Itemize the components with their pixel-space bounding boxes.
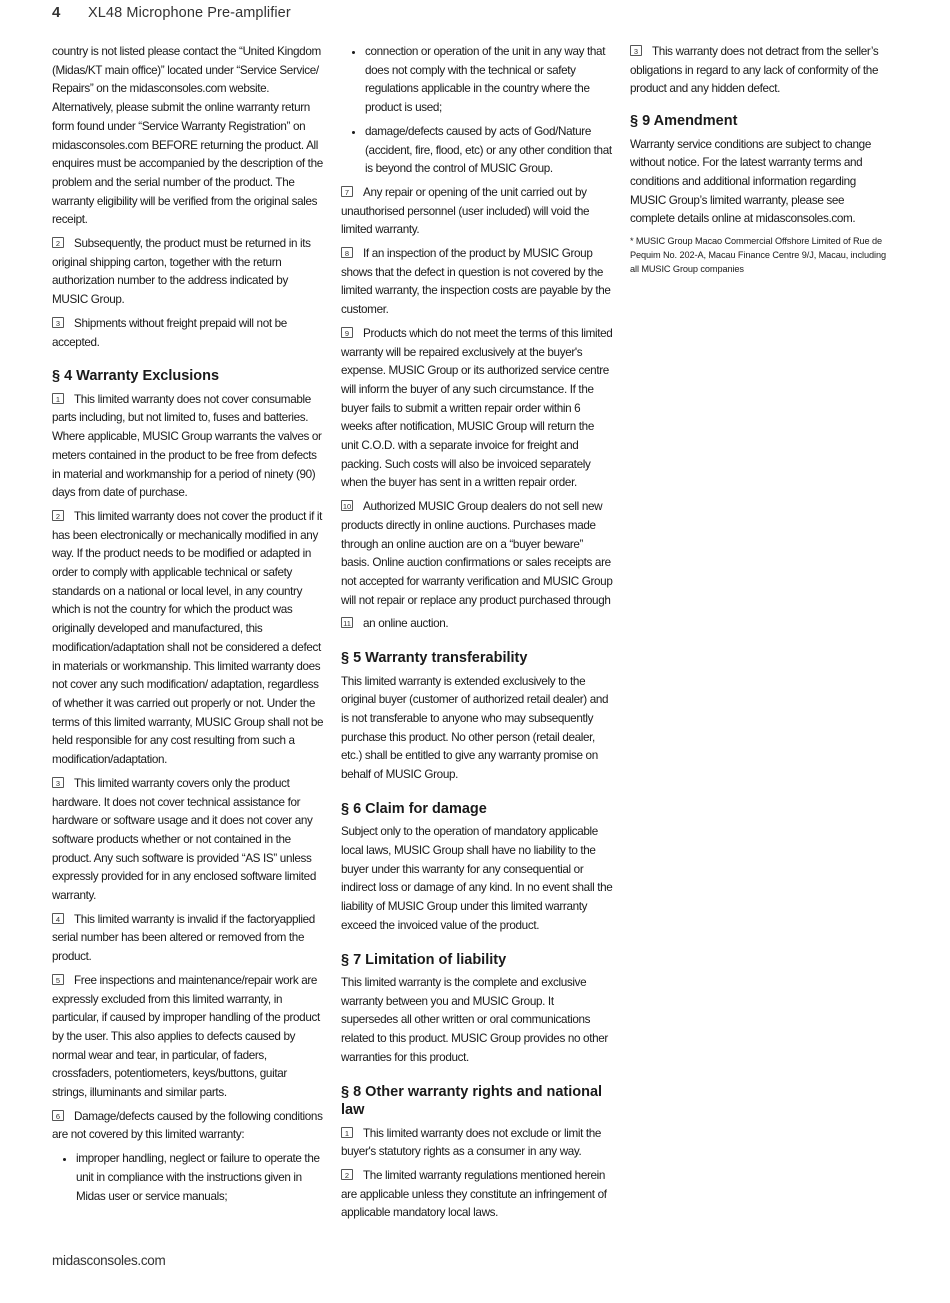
item-number-badge: 1 — [341, 1127, 353, 1138]
item-number-badge: 6 — [52, 1110, 64, 1121]
item-number-badge: 9 — [341, 327, 353, 338]
item-text: Any repair or opening of the unit carried out by unauthorised personnel (user included) will void the limited warranty. — [341, 185, 590, 237]
item-number-badge: 7 — [341, 186, 353, 197]
item-text: Free inspections and maintenance/repair work are expressly excluded from this limited warranty, in particular, if caused by improper handling of the product by the user. This also applies to defects caused by normal wear and tear, in particular, of faders, crossfaders, potentiometers, keys/buttons, guitar strings, illuminants and similar parts. — [52, 973, 320, 1100]
section-heading-amendment: § 9 Amendment — [630, 113, 738, 130]
list-item — [341, 1125, 613, 1162]
list-item — [341, 498, 613, 610]
item-number-badge: 10 — [342, 502, 352, 512]
list-item — [630, 43, 888, 99]
list-item — [341, 615, 613, 634]
footnote: * MUSIC Group Macao Commercial Offshore Limited of Rue de Pequim No. 202-A, Macau Finance Centre 9/J, Macau, including all MUSIC Group companies — [630, 236, 886, 275]
item-text: Authorized MUSIC Group dealers do not sell new products directly in online auctions. Purchases made through an online auction are on a “buyer beware” basis. Online auction confirmations or sales receipts are not accepted for warranty verification and MUSIC Group will not repair or replace any product purchased through — [341, 500, 613, 607]
section-heading-warranty-transferability: § 5 Warranty transferability — [341, 650, 528, 667]
item-number-badge: 1 — [52, 393, 64, 404]
bullet-list — [52, 1150, 324, 1206]
paragraph-intro: country is not listed please contact the “United Kingdom (Midas/KT main office)” located under “Service Service/ Repairs” on the midasconsoles.com website. Alternatively, please submit the online warranty return form found under “Service Warranty Registration” on midasconsoles.com BEFORE returning the product. All enquires must be accompanied by the description of the problem and the serial number of the product. The warranty eligibility will be verified from the original sales receipt. — [52, 45, 323, 227]
item-text: Shipments without freight prepaid will not be accepted. — [52, 316, 287, 349]
item-text: Subsequently, the product must be returned in its original shipping carton, together with the return authorization number to the address indicated by MUSIC Group. — [52, 237, 311, 307]
item-text: This limited warranty does not exclude or limit the buyer's statutory rights as a consumer in any way. — [341, 1126, 602, 1159]
page-number: 4 — [52, 4, 61, 21]
bullet-item: • damage/defects caused by acts of God/Nature (accident, fire, flood, etc) or any other condition that is beyond the control of MUSIC Group. — [365, 123, 613, 179]
item-text: Damage/defects caused by the following conditions are not covered by this limited warranty: — [52, 1109, 323, 1142]
item-number-badge: 11 — [341, 617, 353, 628]
column-3 — [630, 43, 888, 281]
section-heading-limitation-of-liability: § 7 Limitation of liability — [341, 951, 507, 968]
item-number-badge: 2 — [52, 237, 64, 248]
list-item — [52, 315, 324, 352]
list-item — [52, 391, 324, 503]
footer-url: midasconsoles.com — [52, 1253, 166, 1268]
item-text: an online auction. — [363, 617, 449, 631]
paragraph: Subject only to the operation of mandatory applicable local laws, MUSIC Group shall have no liability to the buyer under this warranty for any consequential or indirect loss or damage of any kind. In no event shall the liability of MUSIC Group under this limited warranty exceed the invoiced value of the product. — [341, 825, 613, 932]
list-item — [52, 972, 324, 1103]
page-header — [52, 4, 291, 21]
item-text: Products which do not meet the terms of this limited warranty will be repaired exclusively at the buyer's expense. MUSIC Group or its authorized service centre will inform the buyer of any such circumstance. If the buyer fails to submit a written repair order within 6 weeks after notification, MUSIC Group will return the unit C.O.D. with a separate invoice for freight and packing. Such costs will also be invoiced separately when the buyer has sent in a written repair order. — [341, 326, 613, 490]
list-item — [52, 508, 324, 770]
section-heading-claim-for-damage: § 6 Claim for damage — [341, 800, 487, 817]
list-item — [341, 325, 613, 493]
item-number-badge: 2 — [341, 1169, 353, 1180]
column-2 — [341, 43, 613, 1228]
list-item — [341, 1167, 613, 1223]
list-item — [52, 775, 324, 906]
bullet-list — [341, 43, 613, 179]
list-item — [52, 235, 324, 310]
item-number-badge: 5 — [52, 974, 64, 985]
item-number-badge: 2 — [52, 510, 64, 521]
item-number-badge: 4 — [52, 913, 64, 924]
item-text: The limited warranty regulations mentioned herein are applicable unless they constitute an infringement of applicable mandatory local laws. — [341, 1168, 607, 1220]
item-text: This limited warranty is invalid if the factoryapplied serial number has been altered or removed from the product. — [52, 912, 315, 964]
list-item — [52, 911, 324, 967]
item-number-badge: 8 — [341, 247, 353, 258]
paragraph: Warranty service conditions are subject to change without notice. For the latest warranty terms and conditions and additional information regarding MUSIC Group’s limited warranty, please see complete details online at midasconsoles.com. — [630, 137, 871, 226]
item-text: If an inspection of the product by MUSIC Group shows that the defect in question is not covered by the limited warranty, the inspection costs are payable by the customer. — [341, 247, 611, 317]
bullet-item: • improper handling, neglect or failure to operate the unit in compliance with the instructions given in Midas user or service manuals; — [76, 1150, 324, 1206]
item-number-badge: 3 — [52, 777, 64, 788]
section-heading-other-warranty-rights: § 8 Other warranty rights and national law — [341, 1083, 603, 1119]
item-number-badge: 3 — [630, 45, 642, 56]
paragraph: This limited warranty is the complete and exclusive warranty between you and MUSIC Group. It supersedes all other written or oral communications related to this product. MUSIC Group provides no other warranties for this product. — [341, 976, 608, 1064]
bullet-item: • connection or operation of the unit in any way that does not comply with the technical or safety regulations applicable in the country where the product is used; — [365, 43, 613, 118]
list-item — [52, 1108, 324, 1145]
list-item — [341, 184, 613, 240]
list-item — [341, 245, 613, 320]
document-title: XL48 Microphone Pre-amplifier — [88, 5, 291, 21]
item-text: This limited warranty does not cover consumable parts including, but not limited to, fuses and batteries. Where applicable, MUSIC Group warrants the valves or meters contained in the product to be free from defects in material and workmanship for a period of ninety (90) days from date of purchase. — [52, 392, 322, 500]
section-heading-warranty-exclusions: § 4 Warranty Exclusions — [52, 368, 220, 385]
item-text: This limited warranty does not cover the product if it has been electronically or mechanically modified in any way. If the product needs to be modified or adapted in order to comply with applicable technical or safety standards on a national or local level, in any country which is not the country for which the product was originally developed and manufactured, this modification/adaptation shall not be considered a defect in materials or workmanship. This limited warranty does not cover any such modification/ adaptation, regardless of whether it was carried out properly or not. Under the terms of this limited warranty, MUSIC Group shall not be held responsible for any cost resulting from such a modification/adaptation. — [52, 509, 324, 767]
item-number-badge: 3 — [52, 317, 64, 328]
paragraph: This limited warranty is extended exclusively to the original buyer (customer of authorized retail dealer) and is not transferable to anyone who may subsequently purchase this product. No other person (retail dealer, etc.) shall be entitled to give any warranty promise on behalf of MUSIC Group. — [341, 674, 609, 782]
item-text: This warranty does not detract from the seller’s obligations in regard to any lack of conformity of the product and any hidden defect. — [630, 45, 879, 96]
column-1 — [52, 43, 324, 1211]
item-text: This limited warranty covers only the product hardware. It does not cover technical assistance for hardware or software usage and it does not cover any software products whether or not contained in the product. Any such software is provided “AS IS” unless expressly provided for in any enclosed software limited warranty. — [52, 776, 316, 903]
